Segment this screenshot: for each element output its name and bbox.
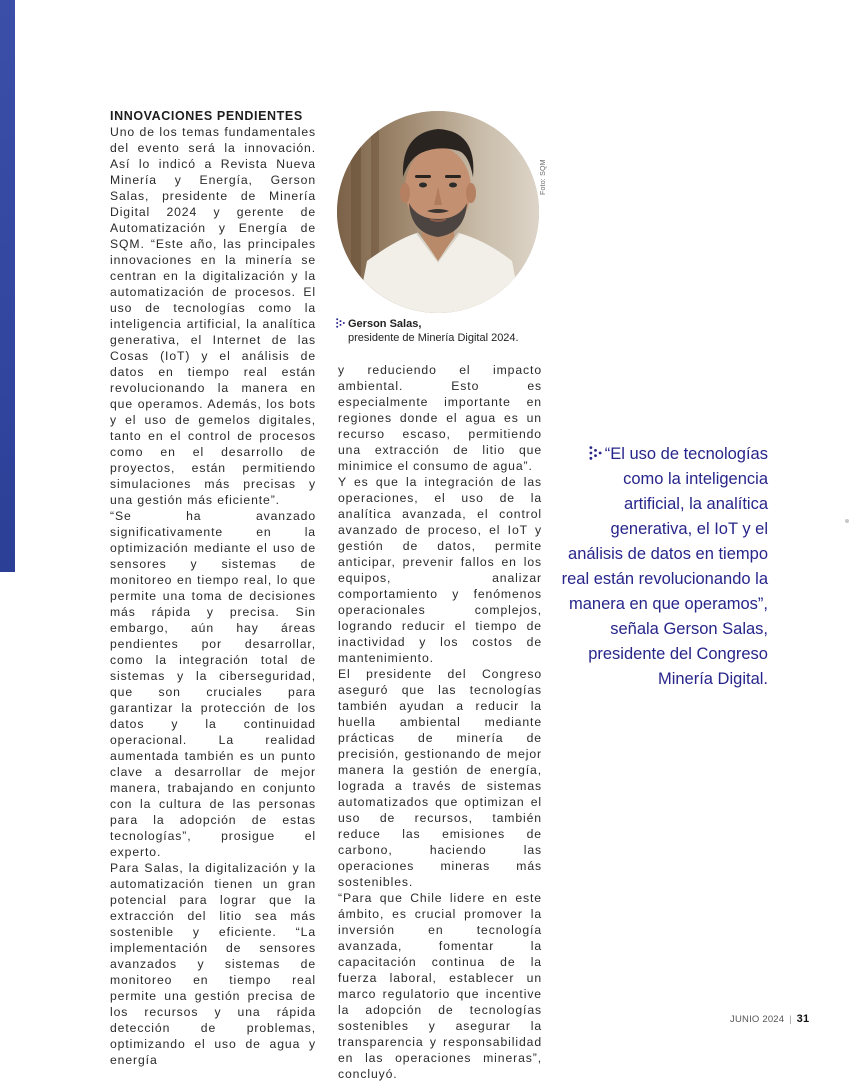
portrait-illustration (337, 111, 539, 313)
side-color-band (0, 0, 15, 572)
section-heading: INNOVACIONES PENDIENTES (110, 109, 303, 123)
caption-role: presidente de Minería Digital 2024. (348, 332, 519, 344)
pull-quote (560, 442, 768, 692)
paragraph: “Para que Chile lidere en este ámbito, es crucial promover la inversión en tecnología avanzada, fomentar la capacitación continua de la fuerza laboral, establecer un marco regulatorio que incentive la adopción de tecnologías sostenibles y asegurar la transparencia y responsabilidad en las operaciones mineras”, concluyó. (338, 891, 542, 1081)
issue-date: JUNIO 2024 (730, 1014, 785, 1025)
article-column-left (110, 108, 316, 1068)
paragraph: “Se ha avanzado significativamente en la optimización mediante el uso de sensores y sistemas de monitoreo en tiempo real, lo que permite una toma de decisiones más rápida y precisa. Sin embargo, aún hay áreas pendientes por desarrollar, como la integración total de sistemas y la ciberseguridad, que son cruciales para garantizar la protección de los datos y la continuidad operacional. La realidad aumentada también es un punto clave a desarrollar de mejor manera, trabajando en conjunto con la cultura de las personas para la adopción de estas tecnologías”, prosigue el experto. (110, 509, 316, 859)
dotted-arrow-icon (589, 446, 602, 460)
paragraph: Uno de los temas fundamentales del evento será la innovación. Así lo indicó a Revista Nueva Minería y Energía, Gerson Salas, presidente de Minería Digital 2024 y gerente de Automatización y Energía de SQM. “Este año, las principales innovaciones en la minería se centran en la digitalización y la automatización de procesos. El uso de tecnologías como la inteligencia artificial, la analítica generativa, el Internet de las Cosas (IoT) y el análisis de datos en tiempo real están revolucionando la manera en que operamos. Además, los bots y el uso de gemelos digitales, tanto en el control de procesos como en el desarrollo de proyectos, están permitiendo simulaciones más precisas y una gestión más eficiente”. (110, 125, 316, 507)
page-footer (730, 1013, 809, 1025)
footer-separator: | (789, 1014, 792, 1025)
paragraph: Y es que la integración de las operaciones, el uso de la analítica avanzada, el control avanzado de proceso, el IoT y gestión de datos, permite anticipar, prevenir fallos en los equipos, analizar comportamiento y fenómenos operacionales complejos, logrando reducir el tiempo de inactividad y los costos de mantenimiento. (338, 475, 542, 665)
photo-caption (336, 317, 546, 345)
page-number: 31 (796, 1013, 810, 1025)
dotted-arrow-icon (336, 318, 345, 328)
article-column-middle (338, 362, 542, 1082)
paragraph: El presidente del Congreso aseguró que las tecnologías también ayudan a reducir la huella ambiental mediante prácticas de minería de precisión, gestionando de mejor manera la gestión de energía, lograda a través de sistemas automatizados que optimizan el uso de recursos, también reduce las emisiones de carbono, haciendo las operaciones mineras más sostenibles. (338, 667, 542, 889)
edge-mark (845, 519, 849, 523)
paragraph: y reduciendo el impacto ambiental. Esto es especialmente importante en regiones donde el agua es un recurso escaso, permitiendo una extracción de litio que minimice el consumo de agua”. (338, 363, 542, 473)
photo-credit: Foto: SQM (540, 159, 547, 195)
paragraph: Para Salas, la digitalización y la automatización tienen un gran potencial para lograr que la extracción del litio sea más sostenible y eficiente. “La implementación de sensores avanzados y sistemas de monitoreo en tiempo real permite una gestión precisa de los recursos y una rápida detección de problemas, optimizando el uso de agua y energía (110, 861, 316, 1067)
portrait-photo (337, 111, 539, 313)
pull-quote-text: “El uso de tecnologías como la inteligencia artificial, la analítica generativa, el IoT y el análisis de datos en tiempo real están revolucionando la manera en que operamos”, señala Gerson Salas, presidente del Congreso Minería Digital. (561, 445, 768, 688)
caption-name: Gerson Salas, (348, 318, 422, 330)
